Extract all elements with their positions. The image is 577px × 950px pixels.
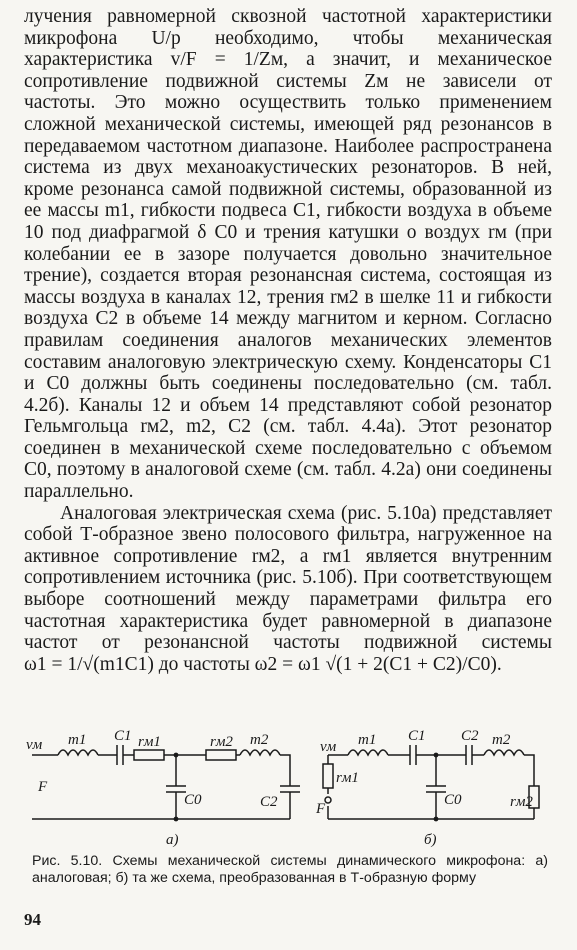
resistor-rm1-a xyxy=(134,750,164,760)
label-c1-b: C1 xyxy=(408,728,426,744)
figure-caption: Рис. 5.10. Схемы механической системы динамического микрофона: а) аналоговая; б) та же схема, преобразованная в Т-образную форму xyxy=(32,853,548,886)
label-rm2-b: rм2 xyxy=(510,794,533,810)
capacitor-c1-a xyxy=(117,745,123,765)
page-number: 94 xyxy=(24,910,41,929)
label-m1-a: m1 xyxy=(68,732,87,748)
capacitor-c2-a xyxy=(280,786,300,792)
capacitor-c0-b xyxy=(426,786,446,792)
capacitor-c1-b xyxy=(410,745,416,765)
label-c0-a: C0 xyxy=(184,792,202,808)
resistor-rm1-b xyxy=(323,764,333,788)
label-c2-b: C2 xyxy=(461,728,479,744)
label-f-b: F xyxy=(316,801,326,817)
label-c2-a: C2 xyxy=(260,794,278,810)
inductor-m2-b xyxy=(484,750,524,755)
formula-omega1: ω1 = 1/√(m1C1) xyxy=(24,653,154,675)
inductor-m1-b xyxy=(348,750,388,755)
sublabel-a: а) xyxy=(166,832,179,848)
inductor-m2-a xyxy=(240,750,280,755)
label-v-a: vм xyxy=(26,737,43,753)
paragraph-1: лучения равномерной сквозной частотной характеристики микрофона U/p необходимо, чтобы механическая характеристика v/F = 1/Zм, а значит, и механическое сопротивление подвижной системы Zм не зависели от частоты. Это можно осуществить только применением сложной механической системы, имеющей ряд резонансов в передаваемом частотном диапазоне. Наиболее распространена система из двух механоакустических резонаторов. В ней, кроме резонанса самой подвижной системы, образованной из ее массы m1, гибкости подвеса C1, гибкости воздуха в объеме 10 под диафрагмой δ C0 и трения катушки о воздух rм (при колебании ее в зазоре получается довольно значительное трение), создается вторая резонансная система, состоящая из массы воздуха в каналах 12, трения rм2 в шелке 11 и гибкости воздуха C2 в объеме 14 между магнитом и керном. Согласно правилам соединения аналогов механических элементов составим аналоговую электрическую схему. Конденсаторы C1 и C0 должны быть соединены последовательно (см. табл. 4.2б). Каналы 12 и объем 14 представляют собой резонатор Гельмгольца rм2, m2, C2 (см. табл. 4.4а). Этот резонатор соединен в механической схеме последовательно с объемом C0, поэтому в аналоговой схеме (см. табл. 4.2а) они соединены параллельно. xyxy=(24,6,552,503)
capacitor-c2-b xyxy=(466,745,472,765)
paragraph-2 xyxy=(24,503,552,676)
label-rm2-a: rм2 xyxy=(210,734,233,750)
label-f-a: F xyxy=(38,779,48,795)
label-rm1-b: rм1 xyxy=(336,770,359,786)
resistor-rm2-a xyxy=(206,750,236,760)
formula-connector: до частоты xyxy=(158,653,250,675)
body-text xyxy=(24,6,552,675)
label-c1-a: C1 xyxy=(114,728,132,744)
inductor-m1-a xyxy=(58,750,98,755)
sublabel-b: б) xyxy=(424,832,437,848)
formula-omega2: ω2 = ω1 √(1 + 2(C1 + C2)/C0). xyxy=(254,653,502,675)
label-c0-b: C0 xyxy=(444,792,462,808)
label-m2-a: m2 xyxy=(250,732,269,748)
label-m2-b: m2 xyxy=(492,732,511,748)
paragraph-2-text: Аналоговая электрическая схема (рис. 5.10а) представляет собой Т-образное звено полосового фильтра, нагруженное на активное сопротивление rм2, а rм1 является внутренним сопротивлением источника (рис. 5.10б). При соответствующем выборе соотношений между параметрами фильтра его частотная характеристика будет равномерной в диапазоне частот от резонансной частоты подвижной системы xyxy=(24,502,552,654)
figure-5-10 xyxy=(18,722,563,850)
label-rm1-a: rм1 xyxy=(138,734,161,750)
label-m1-b: m1 xyxy=(358,732,377,748)
capacitor-c0-a xyxy=(166,786,186,792)
label-v-b: vм xyxy=(320,739,337,755)
